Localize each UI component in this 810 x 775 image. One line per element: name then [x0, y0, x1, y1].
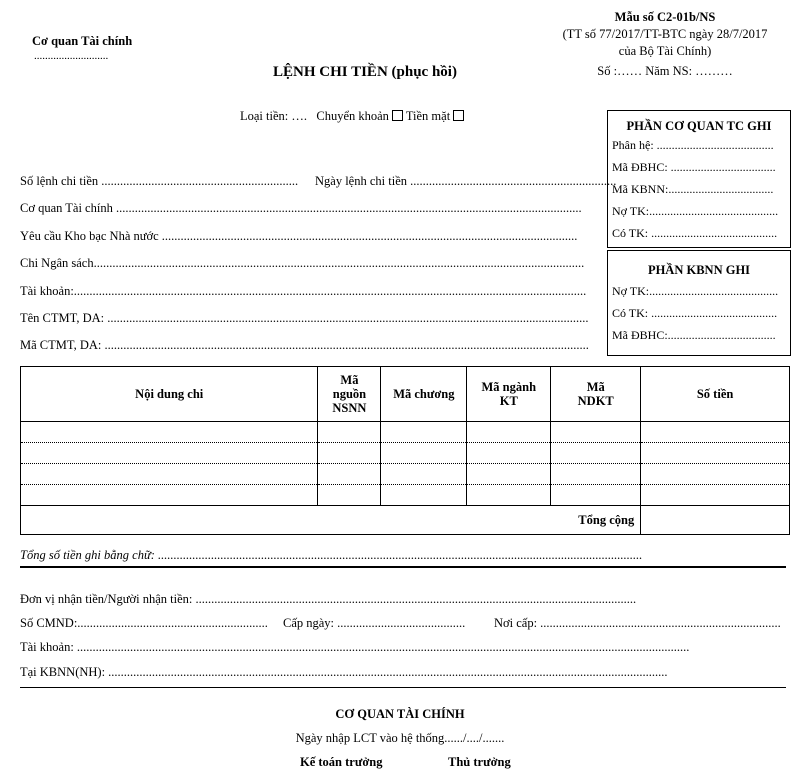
table-row[interactable] [21, 422, 790, 443]
finance-line-credit[interactable]: Có TK: .......................................... [612, 226, 778, 240]
total-label: Tổng cộng [21, 506, 641, 535]
chief-accountant-signature: Kế toán trưởng [300, 755, 383, 769]
footer-divider [20, 687, 786, 688]
budget-field[interactable]: Chi Ngân sách............................................................................................................................................................. [20, 256, 585, 270]
form-code: Mẫu số C2-01b/NS [614, 10, 716, 24]
footer-agency-title: CƠ QUAN TÀI CHÍNH [335, 707, 465, 721]
total-amount-cell[interactable] [641, 506, 790, 535]
total-row [21, 506, 790, 535]
finance-line-subsystem[interactable]: Phân hệ: ....................................... [612, 138, 774, 152]
page-title: LỆNH CHI TIỀN (phục hồi) [273, 64, 457, 80]
finance-agency-field[interactable]: Cơ quan Tài chính ..................................................................................................................................................... [20, 201, 582, 215]
expense-table [20, 366, 790, 535]
cash-label: Tiền mặt [405, 109, 451, 123]
money-type-row [240, 109, 464, 124]
table-row[interactable] [21, 464, 790, 485]
treasury-line-debit[interactable]: Nợ TK:........................................... [612, 284, 779, 298]
finance-section-box [607, 110, 791, 248]
issue-place-field[interactable]: Nơi cấp: ............................................................................. [494, 616, 781, 630]
treasury-section-box [607, 250, 791, 356]
recipient-bank-field[interactable]: Tại KBNN(NH): ................................................................................................................................................................................... [20, 665, 668, 679]
program-code-field[interactable]: Mã CTMT, DA: ........................................................................................................................................................... [20, 338, 589, 352]
finance-line-debit[interactable]: Nợ TK:........................................... [612, 204, 779, 218]
circular-ref: (TT số 77/2017/TT-BTC ngày 28/7/2017 [562, 27, 768, 41]
transfer-label: Chuyển khoản [316, 109, 389, 123]
agency-dots: ........................... [34, 50, 109, 62]
header-funding-source: Mã nguồn NSNN [318, 367, 381, 422]
treasury-section-title: PHẦN KBNN GHI [647, 263, 751, 277]
ministry: của Bộ Tài Chính) [618, 44, 712, 58]
header-ndkt: Mã NDKT [551, 367, 641, 422]
table-row[interactable] [21, 485, 790, 506]
entry-date-line: Ngày nhập LCT vào hệ thống....../..../....... [295, 731, 505, 745]
table-header-row [21, 367, 790, 422]
table-row[interactable] [21, 443, 790, 464]
order-date-field[interactable]: Ngày lệnh chi tiền .................................................................. [315, 174, 617, 188]
program-name-field[interactable]: Tên CTMT, DA: .......................................................................................................................................................... [20, 311, 589, 325]
finance-line-admin-code[interactable]: Mã ĐBHC: ................................... [612, 160, 776, 174]
treasury-request-field[interactable]: Yêu cầu Kho bạc Nhà nước ..................................................................................................................................... [20, 229, 578, 243]
header-industry: Mã ngành KT [467, 367, 551, 422]
issue-date-field[interactable]: Cấp ngày: ......................................... [283, 616, 466, 630]
treasury-line-admin-code[interactable]: Mã ĐBHC:.................................... [612, 328, 776, 342]
header-content: Nội dung chi [21, 367, 318, 422]
account-field[interactable]: Tài khoản:.................................................................................................................................................................... [20, 284, 587, 298]
order-no-field[interactable]: Số lệnh chi tiền ............................................................... [20, 174, 299, 188]
recipient-account-field[interactable]: Tài khoản: .................................................................................................................................................................................................... [20, 640, 690, 654]
finance-section-title: PHẦN CƠ QUAN TC GHI [626, 119, 772, 133]
head-signature: Thủ trưởng [448, 755, 511, 769]
transfer-checkbox[interactable] [392, 110, 403, 121]
treasury-line-credit[interactable]: Có TK: .......................................... [612, 306, 778, 320]
header-amount: Số tiền [641, 367, 790, 422]
recipient-unit-field[interactable]: Đơn vị nhận tiền/Người nhận tiền: ............................................................................................................................................. [20, 592, 637, 606]
money-type-label: Loại tiền: …. [240, 109, 307, 123]
header-chapter: Mã chương [381, 367, 467, 422]
number-year: Số :…… Năm NS: ……… [597, 64, 733, 78]
id-number-field[interactable]: Số CMND:............................................................. [20, 616, 268, 630]
cash-checkbox[interactable] [453, 110, 464, 121]
agency-label: Cơ quan Tài chính [32, 34, 133, 48]
finance-line-treasury-code[interactable]: Mã KBNN:................................... [612, 182, 774, 196]
section-divider [20, 566, 786, 568]
amount-in-words-field[interactable]: Tổng số tiền ghi bằng chữ: ........................................................................................................................................................... [20, 548, 643, 562]
